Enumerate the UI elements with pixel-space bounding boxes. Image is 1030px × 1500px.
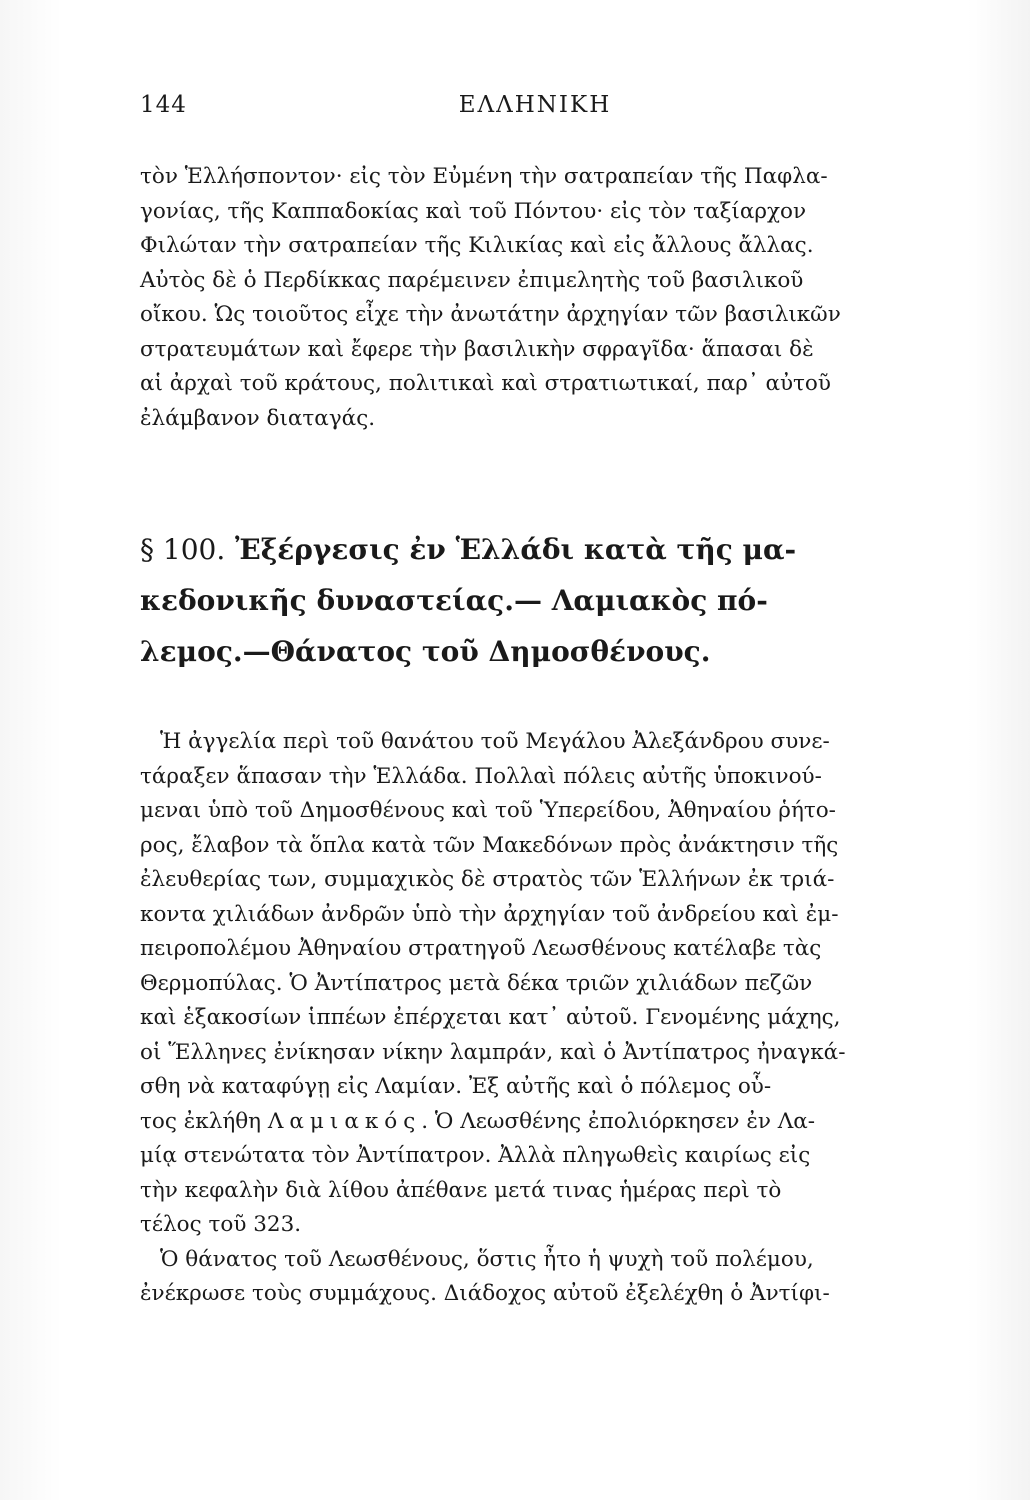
text-line: Ἡ ἀγγελία περὶ τοῦ θανάτου τοῦ Μεγάλου Ἀλεξάνδρου συνε- <box>160 729 830 754</box>
text-line: γονίας, τῆς Καππαδοκίας καὶ τοῦ Πόντου· εἰς τὸν ταξίαρχον <box>140 198 807 224</box>
page-header <box>140 92 930 132</box>
text-line: οἱ Ἕλληνες ἐνίκησαν νίκην λαμπράν, καὶ ὁ Ἀντίπατρος ἠναγκά- <box>140 1039 846 1065</box>
text-line: αἱ ἀρχαὶ τοῦ κράτους, πολιτικαὶ καὶ στρατιωτικαί, παρ᾽ αὐτοῦ <box>140 371 831 396</box>
text-line: σθη νὰ καταφύγῃ εἰς Λαμίαν. Ἐξ αὐτῆς καὶ ὁ πόλεμος οὗ- <box>140 1074 772 1099</box>
paragraph-1 <box>140 160 940 436</box>
text-line: τάραξεν ἅπασαν τὴν Ἑλλάδα. Πολλαὶ πόλεις αὐτῆς ὑποκινού- <box>140 763 822 789</box>
running-head: ΕΛΛΗΝΙΚΗ <box>458 92 612 118</box>
text-line: ἐνέκρωσε τοὺς συμμάχους. Διάδοχος αὐτοῦ ἐξελέχθη ὁ Ἀντίφι- <box>140 1281 830 1306</box>
text-line: πειροπολέμου Ἀθηναίου στρατηγοῦ Λεωσθένους κατέλαβε τὰς <box>140 936 822 961</box>
page-number: 144 <box>140 92 187 118</box>
text-line: ἐλάμβανον διαταγάς. <box>140 405 376 431</box>
text-line: ρος, ἔλαβον τὰ ὅπλα κατὰ τῶν Μακεδόνων πρὸς ἀνάκτησιν τῆς <box>140 832 839 858</box>
text-line: μίᾳ στενώτατα τὸν Ἀντίπατρον. Ἀλλὰ πληγωθεὶς καιρίως εἰς <box>140 1143 811 1168</box>
text-line: Αὐτὸς δὲ ὁ Περδίκκας παρέμεινεν ἐπιμελητὴς τοῦ βασιλικοῦ <box>140 267 804 293</box>
section-heading-line <box>140 524 940 575</box>
text-line <box>140 1105 940 1140</box>
text-line: Φιλώταν τὴν σατραπείαν τῆς Κιλικίας καὶ εἰς ἄλλους ἄλλας. <box>140 233 814 258</box>
text-line: τὸν Ἑλλήσποντον· εἰς τὸν Εὐμένη τὴν σατραπείαν τῆς Παφλα- <box>140 164 828 189</box>
text-fragment: τος ἐκλήθη <box>140 1108 262 1134</box>
text-line: καὶ ἑξακοσίων ἱππέων ἐπέρχεται κατ᾽ αὐτοῦ. Γενομένης μάχης, <box>140 1005 841 1030</box>
section-title-line: λεμος.—Θάνατος τοῦ Δημοσθένους. <box>140 635 711 668</box>
text-line: τὴν κεφαλὴν διὰ λίθου ἀπέθανε μετά τινας ἡμέρας περὶ τὸ <box>140 1177 782 1203</box>
paragraph-2 <box>140 725 940 1312</box>
text-line: στρατευμάτων καὶ ἔφερε τὴν βασιλικὴν σφραγῖδα· ἅπασαι δὲ <box>140 336 814 362</box>
text-line: Θερμοπύλας. Ὁ Ἀντίπατρος μετὰ δέκα τριῶν χιλιάδων πεζῶν <box>140 970 813 996</box>
text-line: οἴκου. Ὡς τοιοῦτος εἶχε τὴν ἀνωτάτην ἀρχηγίαν τῶν βασιλικῶν <box>140 302 841 327</box>
text-line: ἐλευθερίας των, συμμαχικὸς δὲ στρατὸς τῶν Ἑλλήνων ἐκ τριά- <box>140 867 835 892</box>
text-fragment: . Ὁ Λεωσθένης ἐπολιόρκησεν ἐν Λα- <box>421 1108 816 1134</box>
emphasized-word: Λαμιακός <box>267 1108 422 1134</box>
section-heading <box>140 524 940 677</box>
text-line: μεναι ὑπὸ τοῦ Δημοσθένους καὶ τοῦ Ὑπερείδου, Ἀθηναίου ῥήτο- <box>140 798 836 823</box>
section-title-line: κεδονικῆς δυναστείας.— Λαμιακὸς πό- <box>140 584 768 617</box>
text-line: Ὁ θάνατος τοῦ Λεωσθένους, ὅστις ἦτο ἡ ψυχὴ τοῦ πολέμου, <box>160 1246 814 1272</box>
section-number: § 100. <box>140 533 226 566</box>
section-title-line: Ἐξέργεσις ἐν Ἑλλάδι κατὰ τῆς μα- <box>235 533 797 566</box>
text-line: τέλος τοῦ 323. <box>140 1212 302 1237</box>
text-line: κοντα χιλιάδων ἀνδρῶν ὑπὸ τὴν ἀρχηγίαν τοῦ ἀνδρείου καὶ ἐμ- <box>140 901 839 927</box>
